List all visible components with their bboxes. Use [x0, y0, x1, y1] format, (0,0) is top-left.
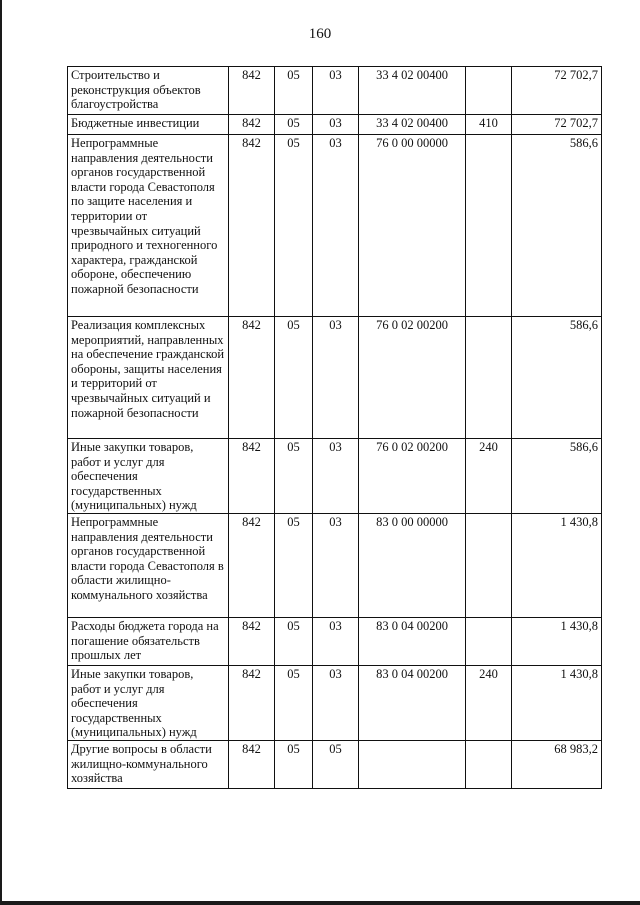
budget-table	[67, 66, 602, 789]
row-ved: 842	[229, 740, 275, 788]
row-pr: 03	[313, 513, 359, 617]
table-row	[68, 513, 602, 617]
table-row	[68, 135, 602, 317]
row-sum: 1 430,8	[512, 513, 602, 617]
row-name: Строительство и реконструкция объектов благоустройства	[68, 67, 229, 115]
table-row	[68, 439, 602, 514]
row-vr: 410	[466, 115, 512, 135]
row-csr	[359, 740, 466, 788]
row-pr: 03	[313, 135, 359, 317]
row-rz: 05	[275, 317, 313, 439]
row-rz: 05	[275, 67, 313, 115]
row-ved: 842	[229, 67, 275, 115]
row-rz: 05	[275, 115, 313, 135]
row-csr: 83 0 04 00200	[359, 617, 466, 665]
row-name: Расходы бюджета города на погашение обязательств прошлых лет	[68, 617, 229, 665]
row-rz: 05	[275, 740, 313, 788]
row-sum: 1 430,8	[512, 665, 602, 740]
row-name: Иные закупки товаров, работ и услуг для обеспечения государственных (муниципальных) нужд	[68, 665, 229, 740]
row-csr: 76 0 02 00200	[359, 439, 466, 514]
row-rz: 05	[275, 665, 313, 740]
page-number: 160	[308, 26, 332, 42]
row-sum: 68 983,2	[512, 740, 602, 788]
row-pr: 03	[313, 67, 359, 115]
table-row	[68, 617, 602, 665]
row-sum: 586,6	[512, 135, 602, 317]
row-ved: 842	[229, 617, 275, 665]
row-csr: 33 4 02 00400	[359, 67, 466, 115]
table-row	[68, 67, 602, 115]
row-pr: 03	[313, 665, 359, 740]
row-name: Другие вопросы в области жилищно-коммунального хозяйства	[68, 740, 229, 788]
row-name: Бюджетные инвестиции	[68, 115, 229, 135]
row-csr: 76 0 02 00200	[359, 317, 466, 439]
table-row	[68, 317, 602, 439]
row-pr: 03	[313, 439, 359, 514]
row-name: Непрограммные направления деятельности органов государственной власти города Севастополя по защите населения и территории от чрезвычайных ситуаций природного и техногенного характера, гражданской обороне, обеспечению пожарной безопасности	[68, 135, 229, 317]
row-ved: 842	[229, 115, 275, 135]
row-rz: 05	[275, 439, 313, 514]
row-ved: 842	[229, 439, 275, 514]
row-sum: 586,6	[512, 439, 602, 514]
row-name: Иные закупки товаров, работ и услуг для обеспечения государственных (муниципальных) нужд	[68, 439, 229, 514]
row-vr: 240	[466, 665, 512, 740]
table-row	[68, 740, 602, 788]
row-sum: 586,6	[512, 317, 602, 439]
row-csr: 76 0 00 00000	[359, 135, 466, 317]
row-ved: 842	[229, 135, 275, 317]
row-sum: 72 702,7	[512, 67, 602, 115]
row-vr	[466, 317, 512, 439]
row-ved: 842	[229, 317, 275, 439]
row-vr	[466, 67, 512, 115]
row-csr: 83 0 00 00000	[359, 513, 466, 617]
row-rz: 05	[275, 513, 313, 617]
row-ved: 842	[229, 665, 275, 740]
row-csr: 33 4 02 00400	[359, 115, 466, 135]
scan-bottom-edge	[0, 901, 640, 905]
row-name: Реализация комплексных мероприятий, направленных на обеспечение гражданской обороны, защиты населения и территорий от чрезвычайных ситуаций и пожарной безопасности	[68, 317, 229, 439]
table-row	[68, 115, 602, 135]
table-row	[68, 665, 602, 740]
row-rz: 05	[275, 617, 313, 665]
row-name: Непрограммные направления деятельности органов государственной власти города Севастополя в области жилищно-коммунального хозяйства	[68, 513, 229, 617]
row-csr: 83 0 04 00200	[359, 665, 466, 740]
row-ved: 842	[229, 513, 275, 617]
row-sum: 1 430,8	[512, 617, 602, 665]
row-vr	[466, 740, 512, 788]
row-sum: 72 702,7	[512, 115, 602, 135]
scan-left-edge	[0, 0, 2, 905]
row-vr	[466, 513, 512, 617]
row-pr: 03	[313, 317, 359, 439]
row-vr	[466, 135, 512, 317]
row-vr: 240	[466, 439, 512, 514]
row-pr: 03	[313, 617, 359, 665]
row-rz: 05	[275, 135, 313, 317]
row-pr: 03	[313, 115, 359, 135]
row-vr	[466, 617, 512, 665]
row-pr: 05	[313, 740, 359, 788]
